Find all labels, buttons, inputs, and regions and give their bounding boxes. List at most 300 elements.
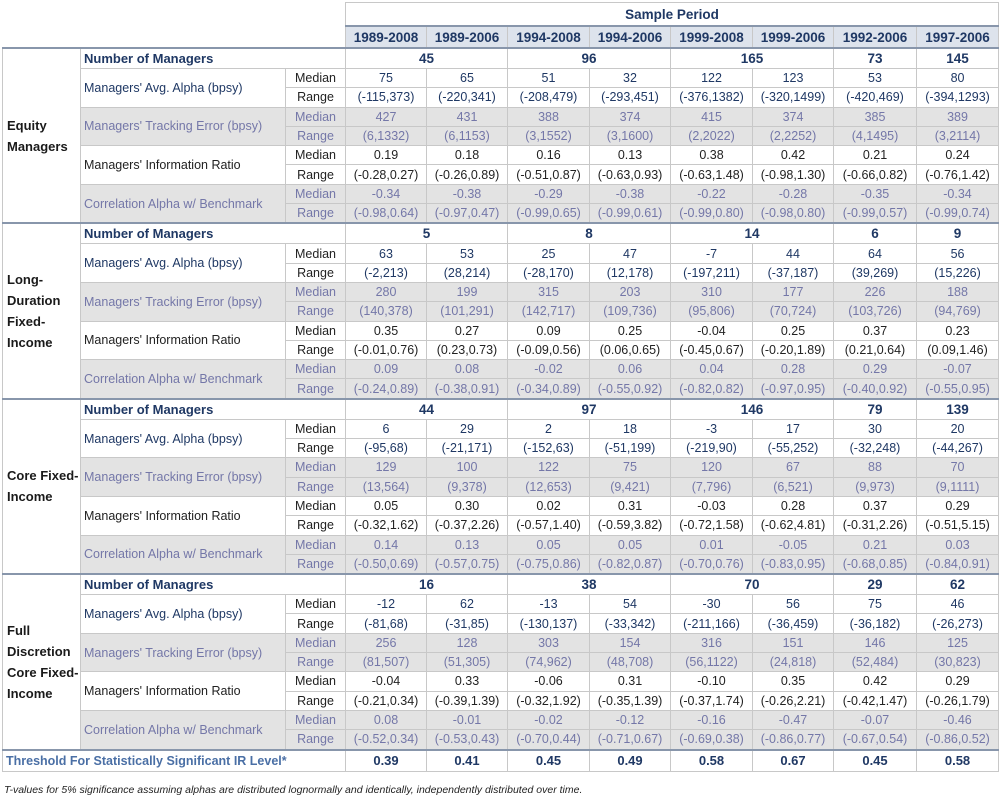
- table-cell: 75: [834, 595, 917, 614]
- table-cell: (-0.01,0.76): [346, 340, 427, 359]
- table-cell: (-36,459): [753, 614, 834, 633]
- table-cell: (0.21,0.64): [834, 340, 917, 359]
- table-cell: 0.08: [346, 710, 427, 729]
- table-cell: -7: [671, 244, 753, 263]
- table-cell: (-0.67,0.54): [834, 730, 917, 750]
- metric-median-row: [3, 633, 999, 652]
- table-cell: 0.14: [346, 535, 427, 554]
- table-cell: 389: [917, 107, 999, 126]
- table-cell: (-0.69,0.38): [671, 730, 753, 750]
- table-cell: (-0.98,0.64): [346, 204, 427, 224]
- table-cell: 154: [590, 633, 671, 652]
- table-cell: (30,823): [917, 653, 999, 672]
- table-cell: (15,226): [917, 263, 999, 282]
- threshold-value: 0.49: [590, 750, 671, 772]
- table-cell: (-0.99,0.65): [508, 204, 590, 224]
- metric-label: Correlation Alpha w/ Benchmark: [81, 535, 286, 574]
- table-cell: -0.16: [671, 710, 753, 729]
- table-cell: (-0.68,0.85): [834, 554, 917, 574]
- stat-label: Median: [286, 360, 346, 379]
- table-cell: (-0.37,2.26): [427, 516, 508, 535]
- table-cell: 146: [834, 633, 917, 652]
- stat-label: Range: [286, 302, 346, 321]
- table-cell: 65: [427, 69, 508, 88]
- metric-median-row: [3, 244, 999, 263]
- table-cell: (52,484): [834, 653, 917, 672]
- table-cell: 129: [346, 458, 427, 477]
- stat-label: Range: [286, 653, 346, 672]
- stat-label: Median: [286, 710, 346, 729]
- table-cell: 0.06: [590, 360, 671, 379]
- table-cell: (-0.86,0.77): [753, 730, 834, 750]
- stat-label: Median: [286, 244, 346, 263]
- table-cell: 374: [590, 107, 671, 126]
- table-cell: 385: [834, 107, 917, 126]
- table-cell: (7,796): [671, 477, 753, 496]
- table-cell: (3,1552): [508, 126, 590, 145]
- table-cell: 151: [753, 633, 834, 652]
- table-cell: 25: [508, 244, 590, 263]
- threshold-value: 0.67: [753, 750, 834, 772]
- table-cell: 32: [590, 69, 671, 88]
- stat-label: Range: [286, 691, 346, 710]
- metric-median-row: [3, 69, 999, 88]
- table-cell: 56: [917, 244, 999, 263]
- table-cell: 0.13: [427, 535, 508, 554]
- metric-label: Managers' Avg. Alpha (bpsy): [81, 244, 286, 283]
- number-of-managers-label: Number of Managers: [81, 399, 346, 420]
- table-cell: (-0.62,4.81): [753, 516, 834, 535]
- metric-label: Correlation Alpha w/ Benchmark: [81, 184, 286, 223]
- table-cell: (-394,1293): [917, 88, 999, 107]
- stat-label: Range: [286, 165, 346, 184]
- metric-median-row: [3, 107, 999, 126]
- table-cell: (-293,451): [590, 88, 671, 107]
- table-cell: (70,724): [753, 302, 834, 321]
- table-cell: (-0.72,1.58): [671, 516, 753, 535]
- table-cell: (-0.42,1.47): [834, 691, 917, 710]
- table-cell: (-0.26,1.79): [917, 691, 999, 710]
- metric-median-row: [3, 458, 999, 477]
- number-of-managers-value: 146: [671, 399, 834, 420]
- metric-median-row: [3, 360, 999, 379]
- metric-median-row: [3, 672, 999, 691]
- threshold-value: 0.39: [346, 750, 427, 772]
- stat-label: Range: [286, 477, 346, 496]
- metric-label: Correlation Alpha w/ Benchmark: [81, 710, 286, 749]
- stat-label: Range: [286, 263, 346, 282]
- metric-label: Managers' Avg. Alpha (bpsy): [81, 69, 286, 108]
- section-group-label: Long-Duration Fixed-Income: [3, 223, 81, 398]
- table-cell: (-0.20,1.89): [753, 340, 834, 359]
- table-cell: 80: [917, 69, 999, 88]
- table-cell: (142,717): [508, 302, 590, 321]
- table-cell: 0.04: [671, 360, 753, 379]
- stat-label: Range: [286, 439, 346, 458]
- table-cell: (81,507): [346, 653, 427, 672]
- table-cell: (-0.55,0.95): [917, 379, 999, 399]
- metric-median-row: [3, 710, 999, 729]
- table-cell: 29: [427, 419, 508, 438]
- table-cell: (51,305): [427, 653, 508, 672]
- table-cell: 62: [427, 595, 508, 614]
- table-cell: 56: [753, 595, 834, 614]
- table-cell: -0.46: [917, 710, 999, 729]
- table-cell: -0.34: [917, 184, 999, 203]
- table-cell: 54: [590, 595, 671, 614]
- table-cell: (-33,342): [590, 614, 671, 633]
- table-cell: 0.13: [590, 146, 671, 165]
- table-cell: 0.02: [508, 496, 590, 515]
- table-cell: 64: [834, 244, 917, 263]
- table-cell: (101,291): [427, 302, 508, 321]
- table-cell: 388: [508, 107, 590, 126]
- table-cell: 2: [508, 419, 590, 438]
- table-cell: (-0.86,0.52): [917, 730, 999, 750]
- table-cell: 128: [427, 633, 508, 652]
- stat-label: Range: [286, 554, 346, 574]
- table-cell: 0.05: [346, 496, 427, 515]
- table-cell: 44: [753, 244, 834, 263]
- table-cell: (-51,199): [590, 439, 671, 458]
- metric-median-row: [3, 321, 999, 340]
- table-cell: 315: [508, 282, 590, 301]
- stat-label: Median: [286, 184, 346, 203]
- table-cell: 0.35: [753, 672, 834, 691]
- number-of-managers-value: 165: [671, 48, 834, 69]
- number-of-managers-value: 62: [917, 574, 999, 595]
- table-cell: (-0.09,0.56): [508, 340, 590, 359]
- table-cell: (-0.50,0.69): [346, 554, 427, 574]
- table-cell: 0.18: [427, 146, 508, 165]
- number-of-managers-value: 139: [917, 399, 999, 420]
- table-cell: (-0.32,1.62): [346, 516, 427, 535]
- section-group-label: Equity Managers: [3, 48, 81, 223]
- table-cell: 75: [346, 69, 427, 88]
- table-cell: (109,736): [590, 302, 671, 321]
- stat-label: Median: [286, 419, 346, 438]
- number-of-managers-value: 96: [508, 48, 671, 69]
- stat-label: Median: [286, 107, 346, 126]
- table-cell: 0.05: [508, 535, 590, 554]
- table-cell: -0.07: [917, 360, 999, 379]
- table-cell: 63: [346, 244, 427, 263]
- table-cell: -0.02: [508, 360, 590, 379]
- table-cell: 431: [427, 107, 508, 126]
- stat-label: Range: [286, 614, 346, 633]
- metric-label: Managers' Information Ratio: [81, 672, 286, 711]
- table-cell: (48,708): [590, 653, 671, 672]
- table-cell: 123: [753, 69, 834, 88]
- metric-label: Correlation Alpha w/ Benchmark: [81, 360, 286, 399]
- table-cell: (-0.51,5.15): [917, 516, 999, 535]
- metric-label: Managers' Information Ratio: [81, 146, 286, 185]
- table-cell: -0.34: [346, 184, 427, 203]
- header-blank: [81, 26, 346, 48]
- stat-label: Range: [286, 126, 346, 145]
- table-cell: (2,2252): [753, 126, 834, 145]
- table-cell: 374: [753, 107, 834, 126]
- table-cell: 0.29: [917, 496, 999, 515]
- table-cell: 0.35: [346, 321, 427, 340]
- stat-label: Median: [286, 595, 346, 614]
- table-cell: -0.06: [508, 672, 590, 691]
- table-cell: (-0.34,0.89): [508, 379, 590, 399]
- threshold-row: [3, 750, 999, 772]
- table-cell: (-0.32,1.92): [508, 691, 590, 710]
- table-cell: (-0.26,2.21): [753, 691, 834, 710]
- table-cell: (-28,170): [508, 263, 590, 282]
- table-cell: (-211,166): [671, 614, 753, 633]
- number-of-managers-value: 97: [508, 399, 671, 420]
- table-cell: -0.38: [590, 184, 671, 203]
- table-cell: -0.47: [753, 710, 834, 729]
- table-cell: (-0.70,0.76): [671, 554, 753, 574]
- table-cell: 0.16: [508, 146, 590, 165]
- table-cell: (-0.66,0.82): [834, 165, 917, 184]
- table-cell: 316: [671, 633, 753, 652]
- table-cell: (6,1332): [346, 126, 427, 145]
- metric-median-row: [3, 419, 999, 438]
- table-cell: 0.31: [590, 496, 671, 515]
- number-of-managers-label: Number of Managers: [81, 223, 346, 244]
- stat-label: Median: [286, 535, 346, 554]
- table-cell: (-130,137): [508, 614, 590, 633]
- table-cell: -0.04: [346, 672, 427, 691]
- year-header: 1989-2008: [346, 26, 427, 48]
- table-cell: (-0.83,0.95): [753, 554, 834, 574]
- table-cell: 0.28: [753, 360, 834, 379]
- number-of-managers-value: 38: [508, 574, 671, 595]
- table-cell: (103,726): [834, 302, 917, 321]
- table-cell: 53: [427, 244, 508, 263]
- table-cell: (-0.75,0.86): [508, 554, 590, 574]
- table-cell: (-0.84,0.91): [917, 554, 999, 574]
- stat-label: Median: [286, 69, 346, 88]
- threshold-label: Threshold For Statistically Significant IR Level*: [3, 750, 346, 772]
- table-cell: 100: [427, 458, 508, 477]
- table-cell: (-0.59,3.82): [590, 516, 671, 535]
- table-cell: (-0.97,0.95): [753, 379, 834, 399]
- table-cell: -0.05: [753, 535, 834, 554]
- table-cell: (12,178): [590, 263, 671, 282]
- table-cell: (-0.55,0.92): [590, 379, 671, 399]
- table-cell: (-320,1499): [753, 88, 834, 107]
- table-cell: (9,378): [427, 477, 508, 496]
- year-header: 1989-2006: [427, 26, 508, 48]
- table-cell: 203: [590, 282, 671, 301]
- table-cell: 46: [917, 595, 999, 614]
- table-cell: 0.03: [917, 535, 999, 554]
- table-cell: 188: [917, 282, 999, 301]
- number-of-managers-value: 29: [834, 574, 917, 595]
- table-cell: 427: [346, 107, 427, 126]
- table-cell: (0.09,1.46): [917, 340, 999, 359]
- table-cell: (9,421): [590, 477, 671, 496]
- table-cell: (-36,182): [834, 614, 917, 633]
- table-cell: -0.02: [508, 710, 590, 729]
- table-cell: 0.21: [834, 146, 917, 165]
- number-of-managers-label: Number of Managres: [81, 574, 346, 595]
- table-cell: (-0.99,0.57): [834, 204, 917, 224]
- table-cell: -0.12: [590, 710, 671, 729]
- table-cell: (6,1153): [427, 126, 508, 145]
- number-of-managers-value: 14: [671, 223, 834, 244]
- table-cell: (-0.31,2.26): [834, 516, 917, 535]
- table-cell: (-0.99,0.80): [671, 204, 753, 224]
- table-cell: (-0.52,0.34): [346, 730, 427, 750]
- table-cell: (-0.39,1.39): [427, 691, 508, 710]
- table-cell: -0.29: [508, 184, 590, 203]
- table-cell: (-115,373): [346, 88, 427, 107]
- threshold-value: 0.58: [917, 750, 999, 772]
- table-cell: (-220,341): [427, 88, 508, 107]
- table-cell: (-0.70,0.44): [508, 730, 590, 750]
- table-cell: (4,1495): [834, 126, 917, 145]
- table-cell: 0.05: [590, 535, 671, 554]
- year-header: 1997-2006: [917, 26, 999, 48]
- section-group-label: Core Fixed-Income: [3, 399, 81, 574]
- metric-label: Managers' Avg. Alpha (bpsy): [81, 419, 286, 458]
- table-cell: (56,1122): [671, 653, 753, 672]
- table-cell: 18: [590, 419, 671, 438]
- number-of-managers-value: 6: [834, 223, 917, 244]
- corner-blank: [3, 3, 81, 27]
- table-cell: (-219,90): [671, 439, 753, 458]
- table-cell: 122: [671, 69, 753, 88]
- table-cell: (-32,248): [834, 439, 917, 458]
- table-cell: (-2,213): [346, 263, 427, 282]
- metric-label: Managers' Tracking Error (bpsy): [81, 458, 286, 497]
- table-cell: 70: [917, 458, 999, 477]
- number-of-managers-value: 145: [917, 48, 999, 69]
- table-cell: -0.04: [671, 321, 753, 340]
- threshold-value: 0.45: [834, 750, 917, 772]
- stat-label: Median: [286, 633, 346, 652]
- table-cell: 75: [590, 458, 671, 477]
- table-cell: 415: [671, 107, 753, 126]
- metric-label: Managers' Avg. Alpha (bpsy): [81, 595, 286, 634]
- table-cell: 256: [346, 633, 427, 652]
- footnote: T-values for 5% significance assuming alphas are distributed lognormally and identically, independently distributed over time.: [4, 784, 583, 796]
- table-cell: (3,1600): [590, 126, 671, 145]
- table-cell: (-0.71,0.67): [590, 730, 671, 750]
- table-cell: (-0.63,0.93): [590, 165, 671, 184]
- number-of-managers-value: 79: [834, 399, 917, 420]
- metric-median-row: [3, 146, 999, 165]
- metric-label: Managers' Information Ratio: [81, 321, 286, 360]
- metric-label: Managers' Tracking Error (bpsy): [81, 107, 286, 146]
- metric-median-row: [3, 496, 999, 515]
- table-cell: 310: [671, 282, 753, 301]
- table-cell: -0.01: [427, 710, 508, 729]
- threshold-value: 0.45: [508, 750, 590, 772]
- table-cell: 20: [917, 419, 999, 438]
- corner-blank: [3, 26, 81, 48]
- number-of-managers-value: 70: [671, 574, 834, 595]
- table-cell: 0.42: [834, 672, 917, 691]
- table-cell: (-420,469): [834, 88, 917, 107]
- table-cell: -0.28: [753, 184, 834, 203]
- year-header: 1992-2006: [834, 26, 917, 48]
- table-cell: (12,653): [508, 477, 590, 496]
- stat-label: Median: [286, 458, 346, 477]
- table-cell: 0.27: [427, 321, 508, 340]
- table-cell: 0.42: [753, 146, 834, 165]
- table-cell: (24,818): [753, 653, 834, 672]
- table-cell: 226: [834, 282, 917, 301]
- table-cell: 0.30: [427, 496, 508, 515]
- table-cell: 303: [508, 633, 590, 652]
- section-group-label: Full Discretion Core Fixed-Income: [3, 574, 81, 749]
- table-cell: (-0.57,1.40): [508, 516, 590, 535]
- table-cell: (94,769): [917, 302, 999, 321]
- table-cell: -13: [508, 595, 590, 614]
- table-cell: 0.38: [671, 146, 753, 165]
- table-cell: (9,1111): [917, 477, 999, 496]
- data-table: [2, 2, 999, 772]
- table-cell: (74,962): [508, 653, 590, 672]
- table-cell: (0.06,0.65): [590, 340, 671, 359]
- table-cell: 0.25: [590, 321, 671, 340]
- table-cell: (9,973): [834, 477, 917, 496]
- table-cell: (-0.82,0.82): [671, 379, 753, 399]
- table-cell: 17: [753, 419, 834, 438]
- table-cell: -0.35: [834, 184, 917, 203]
- table-cell: -0.38: [427, 184, 508, 203]
- table-cell: (-0.21,0.34): [346, 691, 427, 710]
- table-cell: (28,214): [427, 263, 508, 282]
- number-of-managers-row: [3, 399, 999, 420]
- table-cell: 0.09: [508, 321, 590, 340]
- stat-label: Range: [286, 516, 346, 535]
- table-cell: 120: [671, 458, 753, 477]
- table-cell: 47: [590, 244, 671, 263]
- table-cell: (-44,267): [917, 439, 999, 458]
- table-cell: 0.24: [917, 146, 999, 165]
- table-cell: (-197,211): [671, 263, 753, 282]
- stat-label: Range: [286, 379, 346, 399]
- metric-median-row: [3, 595, 999, 614]
- table-cell: (3,2114): [917, 126, 999, 145]
- table-cell: (-0.53,0.43): [427, 730, 508, 750]
- table-cell: (-0.24,0.89): [346, 379, 427, 399]
- table-cell: 0.29: [917, 672, 999, 691]
- table-cell: (6,521): [753, 477, 834, 496]
- table-cell: (-0.57,0.75): [427, 554, 508, 574]
- table-cell: 125: [917, 633, 999, 652]
- table-cell: (-0.98,0.80): [753, 204, 834, 224]
- table-cell: -30: [671, 595, 753, 614]
- stat-label: Median: [286, 321, 346, 340]
- year-header: 1999-2008: [671, 26, 753, 48]
- year-header: 1994-2008: [508, 26, 590, 48]
- year-header: 1994-2006: [590, 26, 671, 48]
- number-of-managers-value: 73: [834, 48, 917, 69]
- table-cell: 0.01: [671, 535, 753, 554]
- table-cell: (-0.82,0.87): [590, 554, 671, 574]
- table-cell: 0.08: [427, 360, 508, 379]
- table-cell: (-0.26,0.89): [427, 165, 508, 184]
- table-cell: (-0.76,1.42): [917, 165, 999, 184]
- stat-label: Median: [286, 672, 346, 691]
- sample-period-header: Sample Period: [346, 3, 999, 27]
- table-cell: (13,564): [346, 477, 427, 496]
- number-of-managers-value: 9: [917, 223, 999, 244]
- table-cell: (-0.99,0.74): [917, 204, 999, 224]
- table-cell: -0.07: [834, 710, 917, 729]
- stat-label: Range: [286, 88, 346, 107]
